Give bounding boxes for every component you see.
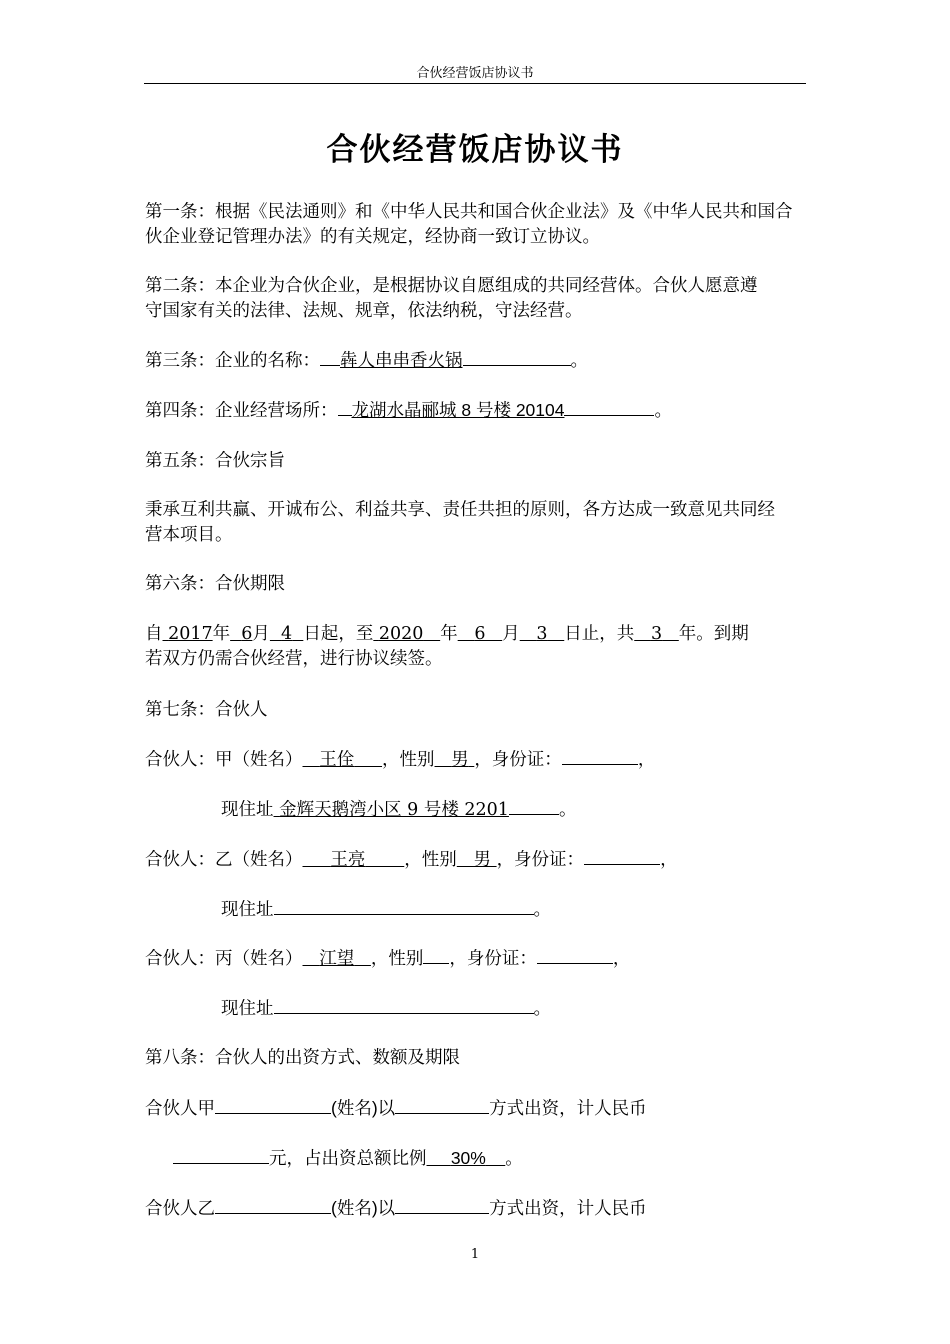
text: 合伙人： [145,850,215,870]
blank [338,398,352,416]
text: （姓名） [232,850,303,870]
document-title: 合伙经营饭店协议书 [326,132,624,168]
text: 合伙人： [145,750,215,770]
value: 王佺 [319,750,355,770]
text: 月 [502,624,520,644]
article-7-heading: 第七条：合伙人 [145,700,268,720]
end-month [458,624,503,644]
article-2-line-2: 守国家有关的法律、法规、规章，依法纳税，守法经营。 [145,301,583,321]
page-header: 合伙经营饭店协议书 [416,66,534,81]
partner-a-name [303,750,383,770]
contribution-a-amount-blank [173,1146,269,1164]
partner-a-address [221,797,883,823]
text: 年 [440,624,458,644]
partner-a-gender [435,750,475,770]
business-address-value: 龙湖水晶郦城 8 号楼 20104 [351,400,565,420]
value: 江望 [319,949,355,969]
text: 年 [212,624,231,644]
blank [463,348,571,366]
comma: ， [660,850,678,870]
partner-b-line [145,847,807,873]
enterprise-name-value: 犇人串串香火锅 [340,351,463,371]
value: 2020 [378,624,424,644]
article-3-label: 第三条：企业的名称： [145,351,320,371]
partner-a-address-value [274,800,509,820]
partner-letter: 丙 [215,949,233,969]
value: 3 [536,624,548,644]
end-year [373,624,440,644]
contribution-a-ratio [427,1148,506,1168]
text: ，身份证： [449,949,537,969]
value: 30% [450,1148,486,1168]
article-5-body-line-1: 秉承互利共赢、开诚布公、利益共享、责任共担的原则，各方达成一致意见共同经 [145,500,775,520]
article-8-heading: 第八条：合伙人的出资方式、数额及期限 [145,1048,460,1068]
contribution-a-line [145,1096,807,1122]
end-day [520,624,565,644]
blank [564,398,654,416]
period: 。 [505,1149,523,1169]
period: 。 [533,999,551,1019]
article-6-body-line-2: 若双方仍需合伙经营，进行协议续签。 [145,649,443,669]
header-rule [144,83,806,84]
text: 元，占出资总额比例 [269,1149,427,1169]
text: (姓名)以 [331,1098,396,1118]
text: ，身份证： [496,850,585,870]
article-2-line-1: 第二条：本企业为合伙企业，是根据协议自愿组成的共同经营体。合伙人愿意遵 [145,276,758,296]
text: 月 [252,624,270,644]
text: ，性别 [404,850,457,870]
blank [320,348,340,366]
partner-b-address-blank [274,897,534,915]
article-1-line-1: 第一条：根据《民法通则》和《中华人民共和国合伙企业法》及《中华人民共和国合 [145,202,793,222]
text: 方式出资，计人民币 [489,1199,647,1219]
partner-b-name [303,850,405,870]
contribution-b-line [145,1196,807,1222]
value: 6 [474,624,486,644]
partner-c-name [303,949,371,969]
text: 现住址 [221,900,274,920]
contribution-b-name-blank [215,1196,331,1214]
article-5-heading: 第五条：合伙宗旨 [145,451,285,471]
period: 。 [654,401,672,421]
partner-c-address-blank [274,996,534,1014]
contribution-a-method-blank [395,1096,489,1114]
article-5-body-line-2: 营本项目。 [145,525,233,545]
article-4 [145,398,807,424]
value: 3 [650,624,663,644]
text: 合伙人： [145,949,215,969]
text: 日止，共 [564,624,635,644]
period: 。 [533,900,551,920]
period: 。 [570,351,588,371]
start-month [230,624,252,644]
text: 现住址 [221,800,274,820]
text: ，性别 [382,750,435,770]
partner-c-id-blank [537,946,613,964]
article-4-label: 第四条：企业经营场所： [145,401,338,421]
partner-b-address [221,897,883,923]
text: 合伙人甲 [145,1099,215,1119]
article-6-term-line [145,622,807,647]
total-years [634,624,679,644]
blank [509,797,559,815]
text: （姓名） [232,949,303,969]
text: (姓名)以 [331,1198,396,1218]
partner-letter: 乙 [215,850,233,870]
value: 4 [281,624,293,644]
contribution-b-method-blank [395,1196,489,1214]
text: 自 [145,624,163,644]
text: （姓名） [232,750,303,770]
text: 合伙人乙 [145,1199,215,1219]
text: 年。到期 [678,624,749,644]
partner-b-id-blank [584,847,660,865]
partner-letter: 甲 [215,750,233,770]
page-number: 1 [470,1247,480,1262]
value: 6 [241,624,253,644]
value: 金辉天鹅湾小区 9 号楼 2201 [279,800,509,820]
value: 男 [451,750,469,770]
value: 男 [473,850,491,870]
article-6-heading: 第六条：合伙期限 [145,574,285,594]
period: 。 [558,800,577,820]
partner-c-line [145,946,807,972]
text: 现住址 [221,999,274,1019]
text: ，性别 [370,949,424,969]
text: ，身份证： [474,750,562,770]
partner-c-gender-blank [423,946,449,964]
contribution-a-amount-line [173,1146,835,1172]
comma: ， [612,949,631,969]
value: 2017 [168,624,213,644]
text: 方式出资，计人民币 [489,1099,647,1119]
article-1-line-2: 伙企业登记管理办法》的有关规定，经协商一致订立协议。 [145,227,600,247]
start-day [270,624,303,644]
partner-b-gender [457,850,497,870]
comma: ， [637,750,656,770]
partner-a-line [145,747,807,773]
text: 日起，至 [303,624,374,644]
partner-a-id-blank [562,747,638,765]
start-year [163,624,213,644]
article-3 [145,348,807,374]
partner-c-address [221,996,883,1022]
value: 王亮 [330,850,366,870]
contribution-a-name-blank [215,1096,331,1114]
